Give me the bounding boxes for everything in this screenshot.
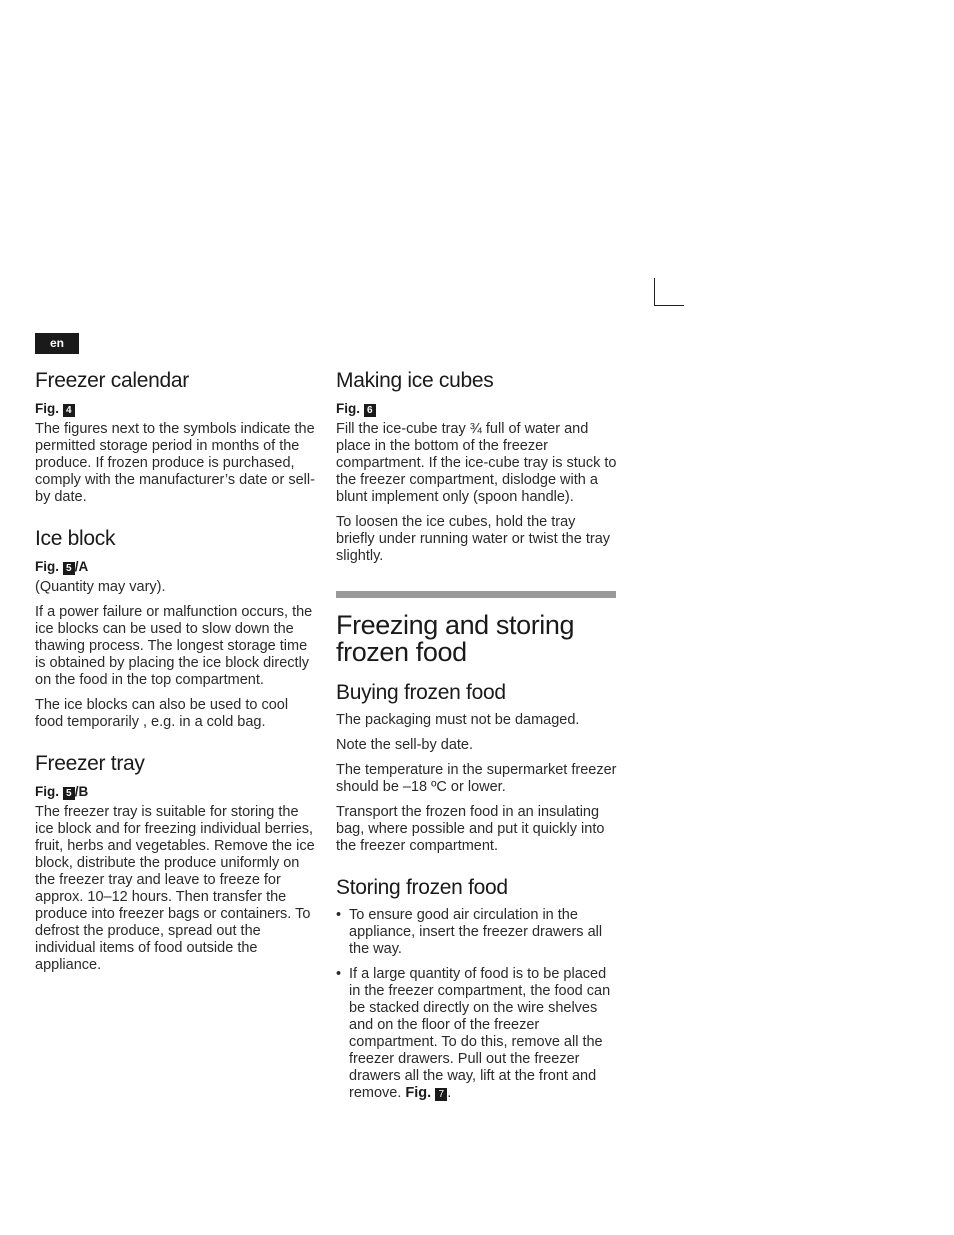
fig-label: Fig. bbox=[35, 559, 59, 574]
fig-reference bbox=[35, 783, 317, 800]
figure-number-badge: 5 bbox=[63, 787, 75, 800]
fig-label: Fig. bbox=[336, 401, 360, 416]
ice-block-quantity-note: (Quantity may vary). bbox=[35, 579, 166, 595]
freezer-calendar-heading: Freezer calendar bbox=[35, 369, 189, 392]
bullet-icon: • bbox=[336, 966, 342, 982]
packaging-text: The packaging must not be damaged. bbox=[336, 712, 580, 728]
large-quantity-text: If a large quantity of food is to be placed in the freezer compartment, the food can be stacked directly on the wire shelves and on the floor of the freezer compartment. To do this, remove all the freezer drawers. Pull out the freezer drawers all the way, lift at the front and remove. bbox=[349, 966, 611, 1101]
freezer-tray-section bbox=[35, 751, 317, 974]
buying-frozen-food-section bbox=[336, 680, 618, 855]
ice-block-power-failure-text: If a power failure or malfunction occurs, the ice blocks can be used to slow down the thawing process. The longest storage time is obtained by placing the ice block directly on the food in the top compartment. bbox=[35, 604, 313, 688]
storing-frozen-food-section bbox=[336, 875, 618, 1102]
list-item bbox=[336, 966, 618, 1102]
left-column bbox=[35, 368, 317, 994]
right-column bbox=[336, 368, 618, 1122]
figure-number-badge: 4 bbox=[63, 404, 75, 417]
storing-frozen-food-heading: Storing frozen food bbox=[336, 876, 508, 899]
crop-mark-vertical bbox=[654, 278, 655, 306]
freezer-calendar-text: The figures next to the symbols indicate the permitted storage period in months of the produce. If frozen produce is purchased, comply with the manufacturer’s date or sell-by date. bbox=[35, 421, 315, 505]
buying-frozen-food-heading: Buying frozen food bbox=[336, 681, 506, 704]
storing-bullet-list bbox=[336, 907, 618, 1102]
temperature-text: The temperature in the supermarket freezer should be –18 ºC or lower. bbox=[336, 762, 617, 795]
air-circulation-text: To ensure good air circulation in the appliance, insert the freezer drawers all the way. bbox=[349, 907, 603, 957]
main-section-title: Freezing and storing frozen food bbox=[336, 610, 575, 667]
ice-cubes-fill-text: Fill the ice-cube tray ¾ full of water and place in the bottom of the freezer compartment. If the ice-cube tray is stuck to the freezer compartment, dislodge with a blunt implement only (spoon handle). bbox=[336, 421, 617, 505]
fig-suffix: /A bbox=[74, 559, 89, 574]
fig-label: Fig. bbox=[405, 1085, 432, 1101]
fig-suffix: /B bbox=[74, 784, 89, 799]
ice-cubes-section bbox=[336, 368, 618, 565]
ice-cubes-heading: Making ice cubes bbox=[336, 369, 494, 392]
ice-block-heading: Ice block bbox=[35, 527, 116, 550]
freezer-calendar-section bbox=[35, 368, 317, 506]
section-divider-bar bbox=[336, 591, 616, 598]
list-item bbox=[336, 907, 618, 958]
fig-reference bbox=[336, 400, 618, 417]
crop-mark-horizontal bbox=[654, 305, 684, 306]
sell-by-text: Note the sell-by date. bbox=[336, 737, 474, 753]
fig-label: Fig. bbox=[35, 401, 59, 416]
language-tag: en bbox=[35, 333, 79, 354]
ice-cubes-loosen-text: To loosen the ice cubes, hold the tray briefly under running water or twist the tray slightly. bbox=[336, 514, 611, 564]
bullet-icon: • bbox=[336, 907, 342, 923]
transport-text: Transport the frozen food in an insulating bag, where possible and put it quickly into the freezer compartment. bbox=[336, 804, 605, 854]
sentence-end: . bbox=[447, 1085, 452, 1101]
freezer-tray-heading: Freezer tray bbox=[35, 752, 145, 775]
ice-block-section bbox=[35, 526, 317, 731]
ice-block-cooling-text: The ice blocks can also be used to cool food temporarily , e.g. in a cold bag. bbox=[35, 697, 289, 730]
figure-number-badge: 6 bbox=[364, 404, 376, 417]
fig-reference bbox=[35, 558, 317, 575]
freezer-tray-text: The freezer tray is suitable for storing the ice block and for freezing individual berries, fruit, herbs and vegetables. Remove the ice block, distribute the produce uniformly on the freezer tray and leave to freeze for approx. 10–12 hours. Then transfer the produce into freezer bags or containers. To defrost the produce, spread out the individual items of food outside the appliance. bbox=[35, 804, 315, 973]
figure-number-badge: 5 bbox=[63, 562, 75, 575]
fig-reference bbox=[35, 400, 317, 417]
figure-number-badge: 7 bbox=[435, 1088, 447, 1101]
fig-label: Fig. bbox=[35, 784, 59, 799]
